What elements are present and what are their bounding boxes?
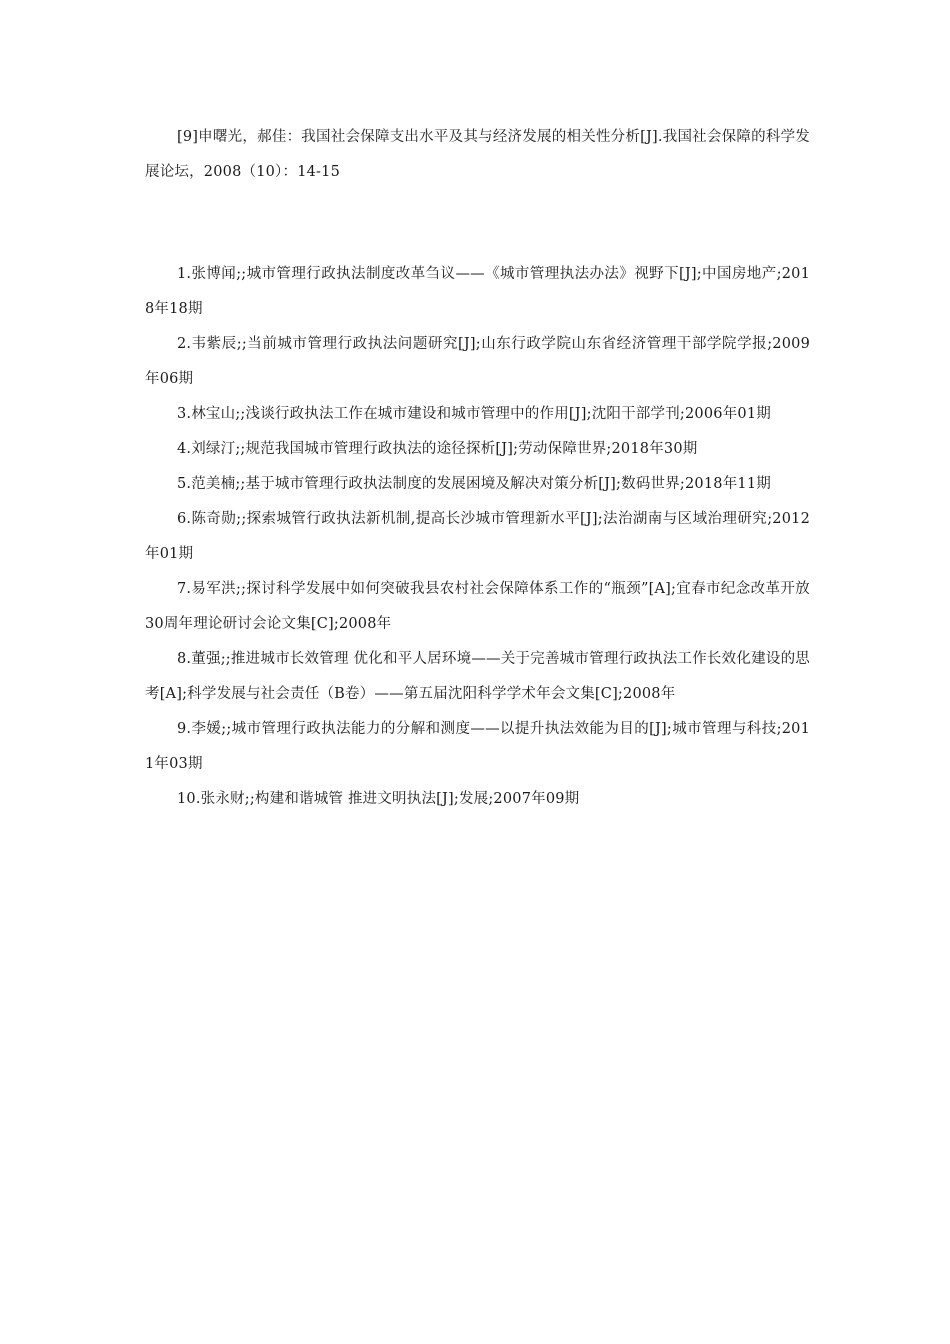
reference-item-1: 1.张博闻;;城市管理行政执法制度改革刍议——《城市管理执法办法》视野下[J];中国房地产;2018年18期: [145, 266, 810, 317]
reference-item-8: 8.董强;;推进城市长效管理 优化和平人居环境——关于完善城市管理行政执法工作长效化建设的思考[A];科学发展与社会责任（B卷）——第五届沈阳科学学术年会文集[C];2008年: [145, 651, 810, 702]
reference-item-5: 5.范美楠;;基于城市管理行政执法制度的发展困境及解决对策分析[J];数码世界;2018年11期: [177, 476, 771, 492]
reference-item-7: 7.易军洪;;探讨科学发展中如何突破我县农村社会保障体系工作的“瓶颈”[A];宜春市纪念改革开放30周年理论研讨会论文集[C];2008年: [145, 581, 810, 632]
reference-item-6: 6.陈奇勋;;探索城管行政执法新机制,提高长沙城市管理新水平[J];法治湖南与区域治理研究;2012年01期: [145, 511, 810, 562]
reference-item-2: 2.韦紫辰;;当前城市管理行政执法问题研究[J];山东行政学院山东省经济管理干部学院学报;2009年06期: [145, 336, 810, 387]
reference-item-3: 3.林宝山;;浅谈行政执法工作在城市建设和城市管理中的作用[J];沈阳干部学刊;2006年01期: [177, 406, 771, 422]
reference-item-9: [9]申曙光，郝佳：我国社会保障支出水平及其与经济发展的相关性分析[J].我国社会保障的科学发展论坛，2008（10）：14-15: [145, 129, 810, 180]
reference-list: [0, 257, 950, 817]
reference-item-9b: 9.李媛;;城市管理行政执法能力的分解和测度——以提升执法效能为目的[J];城市管理与科技;2011年03期: [145, 721, 810, 772]
reference-item-4: 4.刘绿汀;;规范我国城市管理行政执法的途径探析[J];劳动保障世界;2018年30期: [177, 441, 698, 457]
reference-item-10: 10.张永财;;构建和谐城管 推进文明执法[J];发展;2007年09期: [177, 791, 580, 807]
